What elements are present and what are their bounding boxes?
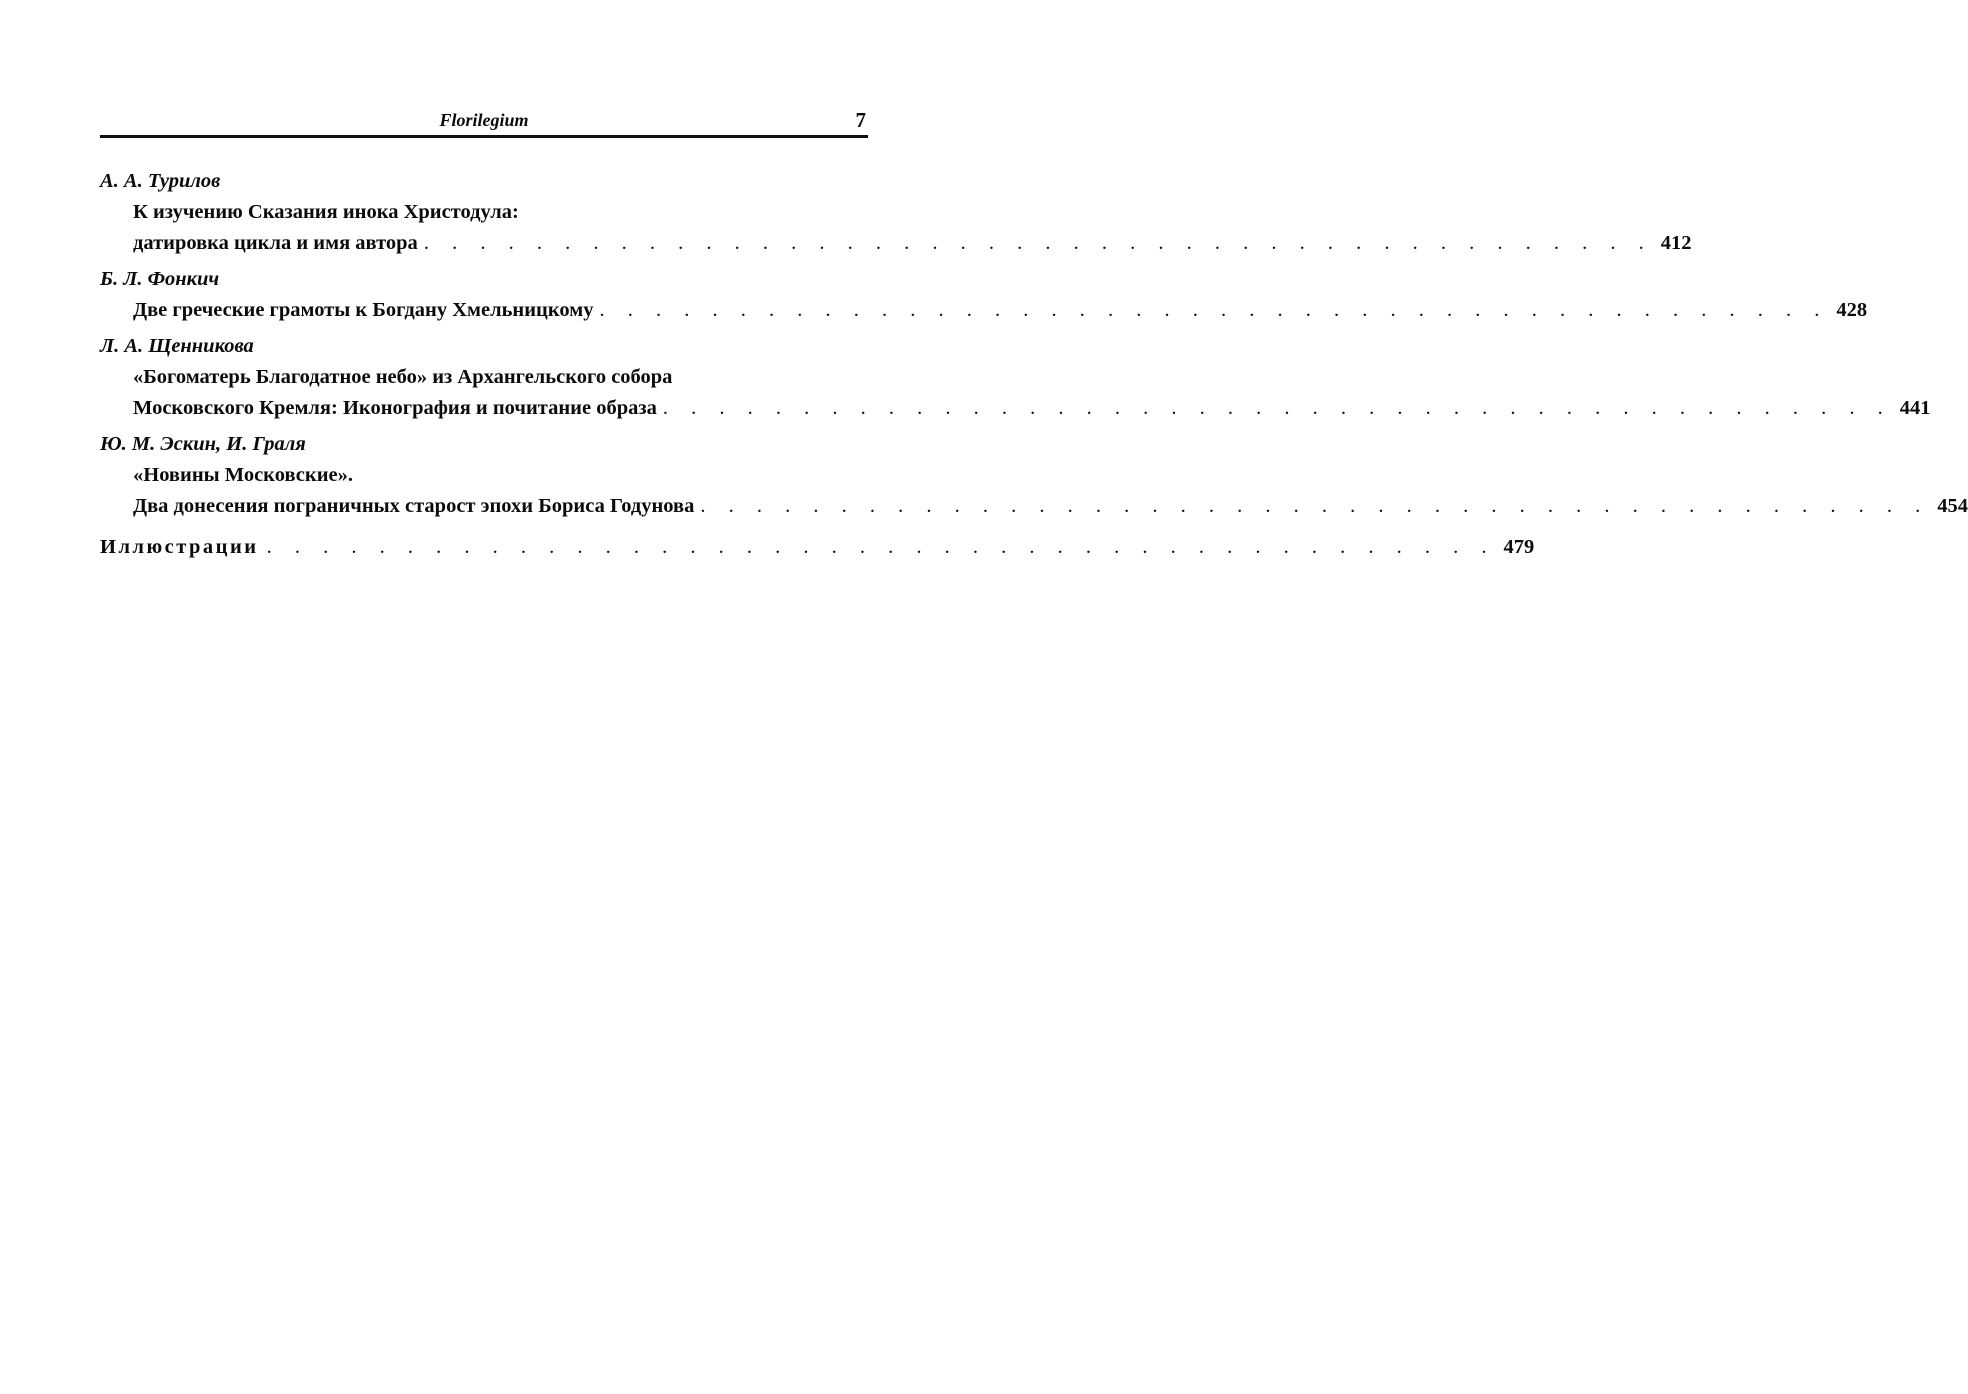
toc-entry-author: Л. А. Щенникова: [100, 335, 254, 357]
toc-entry-author: А. А. Турилов: [100, 170, 221, 192]
toc-entry-leader-line: [133, 295, 1868, 326]
toc-entry-fonkich: [100, 264, 1868, 326]
toc-entry-title-line: Две греческие грамоты к Богдану Хмельницкому: [133, 299, 594, 321]
toc-illustrations-label: Иллюстрации: [100, 536, 259, 558]
toc-entry-shchennikova: [100, 331, 1931, 424]
toc-entry-page: 412: [1660, 232, 1692, 254]
toc-entry-title-line: «Новины Московские».: [133, 464, 353, 486]
page-number: 7: [855, 108, 866, 132]
toc-entry-title-line: Два донесения пограничных старост эпохи Бориса Годунова: [133, 495, 695, 517]
toc-entry-page: 428: [1836, 299, 1868, 321]
toc-entry-leader-line: [133, 491, 1968, 522]
running-title: Florilegium: [439, 110, 529, 130]
toc-illustrations-page: 479: [1503, 536, 1535, 558]
header-rule: [100, 135, 868, 138]
dot-leader: . . . . . . . . . . . . . . . . . . . . . . . . . . . . . . . . . . . . . . . . . . . .: [266, 536, 1496, 558]
toc-entry-title-line: Московского Кремля: Иконография и почитание образа: [133, 397, 657, 419]
toc-entry-leader-line: [133, 228, 1692, 259]
toc-entry-author: Ю. М. Эскин, И. Граля: [100, 433, 306, 455]
dot-leader: . . . . . . . . . . . . . . . . . . . . . . . . . . . . . . . . . . . . . . . . . . . .: [599, 299, 1829, 321]
toc-entry-author: Б. Л. Фонкич: [100, 268, 220, 290]
table-of-contents: [100, 166, 1968, 563]
dot-leader: . . . . . . . . . . . . . . . . . . . . . . . . . . . . . . . . . . . . . . . . . . . .: [700, 495, 1930, 517]
dot-leader: . . . . . . . . . . . . . . . . . . . . . . . . . . . . . . . . . . . . . . . . . . . .: [662, 397, 1892, 419]
toc-entry-illustrations: [100, 532, 1535, 563]
dot-leader: . . . . . . . . . . . . . . . . . . . . . . . . . . . . . . . . . . . . . . . . . . . .: [423, 232, 1653, 254]
toc-entry-page: 441: [1899, 397, 1931, 419]
toc-entry-page: 454: [1937, 495, 1968, 517]
toc-entry-turilov: [100, 166, 1692, 259]
toc-entry-title-line: К изучению Сказания инока Христодула:: [133, 201, 519, 223]
toc-entry-eskin-gralya: [100, 429, 1968, 522]
toc-entry-leader-line: [133, 393, 1931, 424]
toc-entry-title-line: «Богоматерь Благодатное небо» из Архангельского собора: [133, 366, 673, 388]
toc-entry-title-line: датировка цикла и имя автора: [133, 232, 418, 254]
running-header: [100, 108, 868, 134]
